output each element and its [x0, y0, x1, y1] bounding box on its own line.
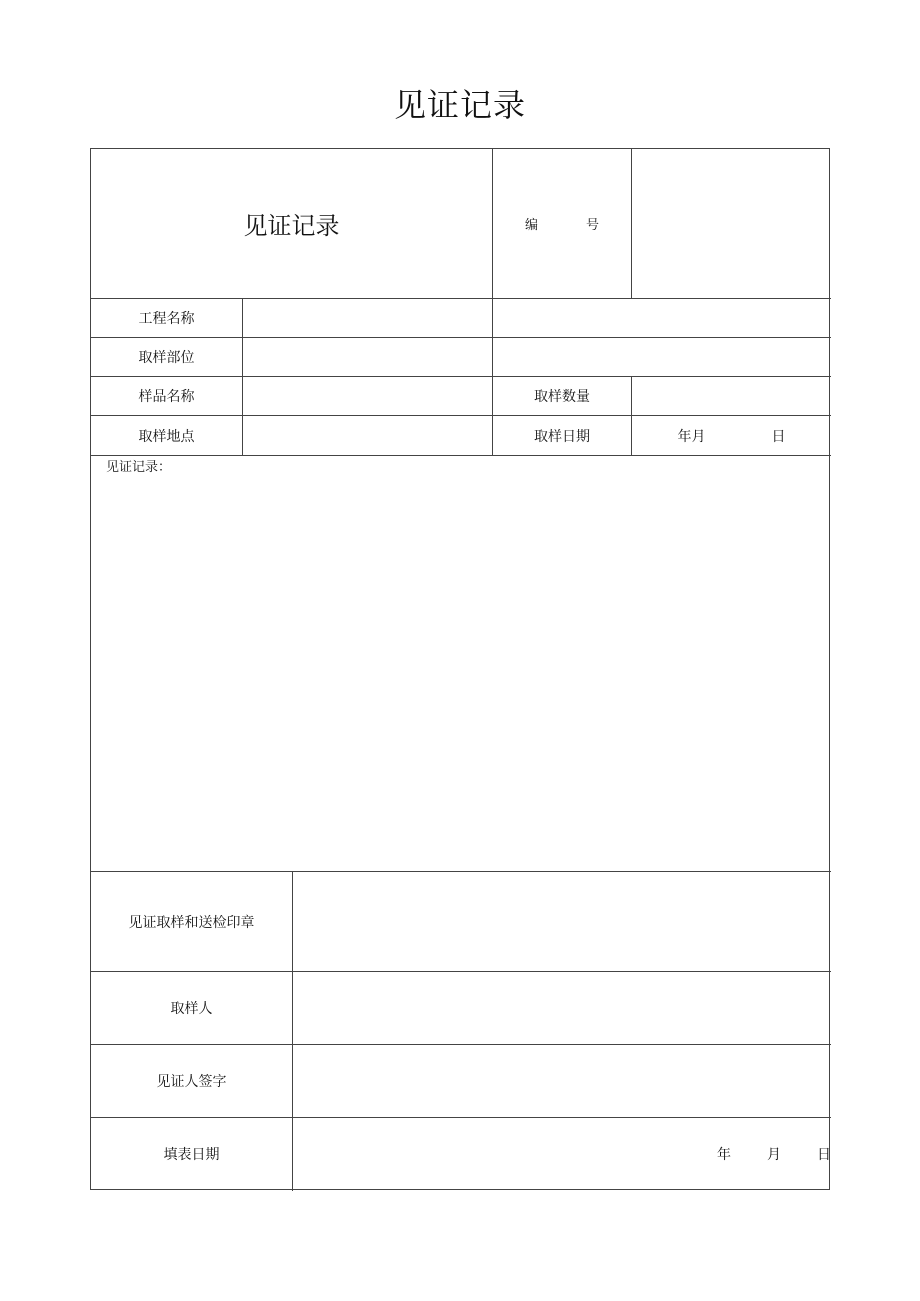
sample-name-field[interactable] — [243, 377, 492, 415]
sampling-part-field[interactable] — [243, 338, 831, 376]
fill-date-month: 月 — [767, 1147, 781, 1163]
number-label-cell — [493, 149, 631, 298]
number-value-field[interactable] — [632, 149, 831, 298]
sampling-date-label: 取样日期 — [534, 428, 590, 445]
sampling-date-day: 日 — [771, 428, 786, 445]
sampling-date-year-month: 年月 — [677, 428, 706, 445]
seal-label: 见证取样和送检印章 — [128, 914, 255, 931]
fill-date-day: 日 — [817, 1147, 831, 1163]
number-label-left: 编 — [524, 218, 538, 233]
sample-name-label: 样品名称 — [138, 389, 195, 405]
fill-date-year: 年 — [717, 1147, 731, 1163]
sampling-location-field[interactable] — [243, 416, 492, 455]
project-name-label: 工程名称 — [138, 311, 195, 327]
fill-date-field[interactable] — [293, 1118, 831, 1190]
witness-signature-label: 见证人签字 — [156, 1074, 227, 1090]
record-text-area[interactable] — [91, 475, 831, 871]
row-divider — [91, 455, 831, 456]
sampling-part-label: 取样部位 — [138, 350, 195, 366]
witness-signature-field[interactable] — [293, 1045, 831, 1117]
number-label-right: 号 — [586, 218, 600, 233]
witness-record-form — [90, 148, 830, 1190]
sample-quantity-label: 取样数量 — [534, 389, 590, 405]
fill-date-label: 填表日期 — [163, 1147, 220, 1163]
sample-quantity-field[interactable] — [632, 377, 831, 415]
page-title: 见证记录 — [393, 86, 526, 124]
seal-field[interactable] — [293, 872, 831, 971]
form-title: 见证记录 — [243, 212, 340, 240]
record-label: 见证记录： — [106, 460, 172, 475]
sampler-label: 取样人 — [170, 1001, 213, 1017]
sampler-field[interactable] — [293, 972, 831, 1044]
sampling-location-label: 取样地点 — [138, 428, 195, 445]
sampling-date-field[interactable] — [632, 416, 831, 455]
project-name-field[interactable] — [243, 299, 831, 337]
